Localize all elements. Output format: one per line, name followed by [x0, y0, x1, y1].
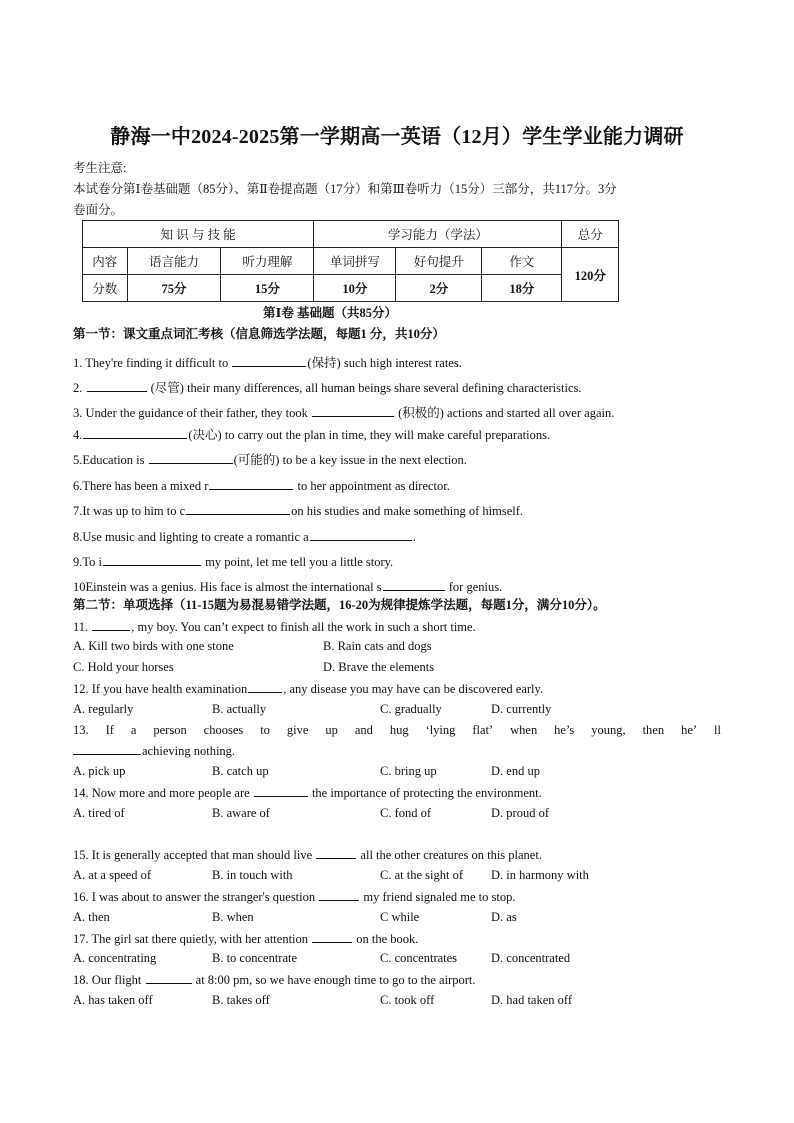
question-8: 8.Use music and lighting to create a romantic a . [73, 530, 416, 544]
option-a[interactable]: A. at a speed of [73, 868, 152, 882]
option-b[interactable]: B. when [212, 910, 254, 924]
answer-blank[interactable] [87, 379, 147, 392]
notice-heading: 考生注意: [73, 161, 127, 175]
option-c[interactable]: C. bring up [380, 764, 437, 778]
option-c[interactable]: C. concentrates [380, 951, 458, 965]
table-col-score: 75分 [127, 275, 221, 302]
question-7: 7.It was up to him to c on his studies and make something of himself. [73, 504, 524, 518]
table-col-name: 语言能力 [127, 248, 221, 275]
table-total-header: 总分 [562, 221, 619, 248]
option-d[interactable]: D. Brave the elements [323, 660, 435, 674]
table-col-name: 单词拼写 [314, 248, 396, 275]
question-10: 10Einstein was a genius. His face is almost the international s for genius. [73, 580, 503, 594]
question-12: 12. If you have health examination , any disease you may have can be discovered early. [73, 682, 544, 696]
question-3: 3. Under the guidance of their father, they took (积极的) actions and started all over again. [73, 406, 615, 420]
option-c[interactable]: C. took off [380, 993, 435, 1007]
answer-blank[interactable] [73, 742, 141, 755]
option-d[interactable]: D. end up [491, 764, 540, 778]
table-col-name: 听力理解 [221, 248, 314, 275]
table-col-score: 2分 [396, 275, 482, 302]
answer-blank[interactable] [316, 846, 356, 859]
answer-blank[interactable] [248, 680, 282, 693]
option-d[interactable]: D. proud of [491, 806, 549, 820]
option-d[interactable]: D. currently [491, 702, 552, 716]
answer-blank[interactable] [312, 404, 394, 417]
option-b[interactable]: B. Rain cats and dogs [323, 639, 432, 653]
question-14: 14. Now more and more people are the importance of protecting the environment. [73, 786, 542, 800]
option-d[interactable]: D. had taken off [491, 993, 572, 1007]
option-a[interactable]: A. regularly [73, 702, 134, 716]
option-a[interactable]: A. has taken off [73, 993, 153, 1007]
option-a[interactable]: A. Kill two birds with one stone [73, 639, 234, 653]
question-13: 13. If a person chooses to give up and hug ‘lying flat’ when he’s young, then he’ ll [73, 723, 721, 737]
question-11: 11. , my boy. You can’t expect to finish all the work in such a short time. [73, 620, 476, 634]
answer-blank[interactable] [232, 354, 306, 367]
question-6: 6.There has been a mixed r to her appointment as director. [73, 479, 450, 493]
option-b[interactable]: B. catch up [212, 764, 269, 778]
table-row-label-content: 内容 [83, 248, 128, 275]
part1-heading: 第Ⅰ卷 基础题（共85分） [263, 306, 397, 320]
option-b[interactable]: B. to concentrate [212, 951, 298, 965]
table-row-label-score: 分数 [83, 275, 128, 302]
question-4: 4. (决心) to carry out the plan in time, they will make careful preparations. [73, 428, 551, 442]
option-c[interactable]: C. Hold your horses [73, 660, 174, 674]
option-a[interactable]: A. tired of [73, 806, 125, 820]
answer-blank[interactable] [149, 451, 233, 464]
table-group-knowledge: 知 识 与 技 能 [83, 221, 314, 248]
option-b[interactable]: B. in touch with [212, 868, 293, 882]
answer-blank[interactable] [312, 930, 352, 943]
page-title: 静海一中2024-2025第一学期高一英语（12月）学生学业能力调研 [110, 126, 684, 148]
table-col-score: 15分 [221, 275, 314, 302]
option-c[interactable]: C while [380, 910, 420, 924]
answer-blank[interactable] [383, 578, 445, 591]
question-16: 16. I was about to answer the stranger's question my friend signaled me to stop. [73, 890, 516, 904]
option-c[interactable]: C. fond of [380, 806, 432, 820]
question-18: 18. Our flight at 8:00 pm, so we have enough time to go to the airport. [73, 973, 476, 987]
option-d[interactable]: D. concentrated [491, 951, 571, 965]
question-13-cont: achieving nothing. [73, 742, 235, 759]
table-col-score: 18分 [482, 275, 562, 302]
option-b[interactable]: B. actually [212, 702, 267, 716]
question-9: 9.To i my point, let me tell you a little story. [73, 555, 394, 569]
option-b[interactable]: B. takes off [212, 993, 270, 1007]
answer-blank[interactable] [310, 528, 412, 541]
option-a[interactable]: A. pick up [73, 764, 126, 778]
answer-blank[interactable] [83, 426, 187, 439]
question-1: 1. They're finding it difficult to (保持) such high interest rates. [73, 356, 462, 370]
answer-blank[interactable] [209, 477, 293, 490]
table-group-ability: 学习能力（学法） [314, 221, 562, 248]
notice-line-1: 本试卷分第Ⅰ卷基础题（85分）、第Ⅱ卷提高题（17分）和第Ⅲ卷听力（15分）三部分，共117分。3分 [73, 182, 617, 196]
answer-blank[interactable] [103, 553, 201, 566]
option-c[interactable]: C. at the sight of [380, 868, 463, 882]
answer-blank[interactable] [319, 888, 359, 901]
question-17: 17. The girl sat there quietly, with her attention on the book. [73, 932, 419, 946]
section1-heading: 第一节：课文重点词汇考核（信息筛选学法题，每题1 分，共10分） [73, 327, 445, 341]
question-15: 15. It is generally accepted that man should live all the other creatures on this planet. [73, 848, 542, 862]
option-d[interactable]: D. in harmony with [491, 868, 589, 882]
option-d[interactable]: D. as [491, 910, 517, 924]
answer-blank[interactable] [146, 971, 192, 984]
table-col-name: 好句提升 [396, 248, 482, 275]
answer-blank[interactable] [254, 784, 308, 797]
notice-line-2: 卷面分。 [73, 203, 124, 217]
option-b[interactable]: B. aware of [212, 806, 270, 820]
answer-blank[interactable] [186, 502, 290, 515]
score-table [82, 220, 619, 302]
option-a[interactable]: A. concentrating [73, 951, 157, 965]
question-2: 2. (尽管) their many differences, all human beings share several defining characteristics. [73, 381, 582, 395]
table-total-value: 120分 [562, 248, 619, 302]
table-col-score: 10分 [314, 275, 396, 302]
option-a[interactable]: A. then [73, 910, 110, 924]
option-c[interactable]: C. gradually [380, 702, 442, 716]
table-col-name: 作文 [482, 248, 562, 275]
section2-heading: 第二节：单项选择（11-15题为易混易错学法题，16-20为规律提炼学法题，每题1分，满分10分）。 [73, 598, 606, 612]
answer-blank[interactable] [92, 618, 130, 631]
question-5: 5.Education is (可能的) to be a key issue in the next election. [73, 453, 467, 467]
